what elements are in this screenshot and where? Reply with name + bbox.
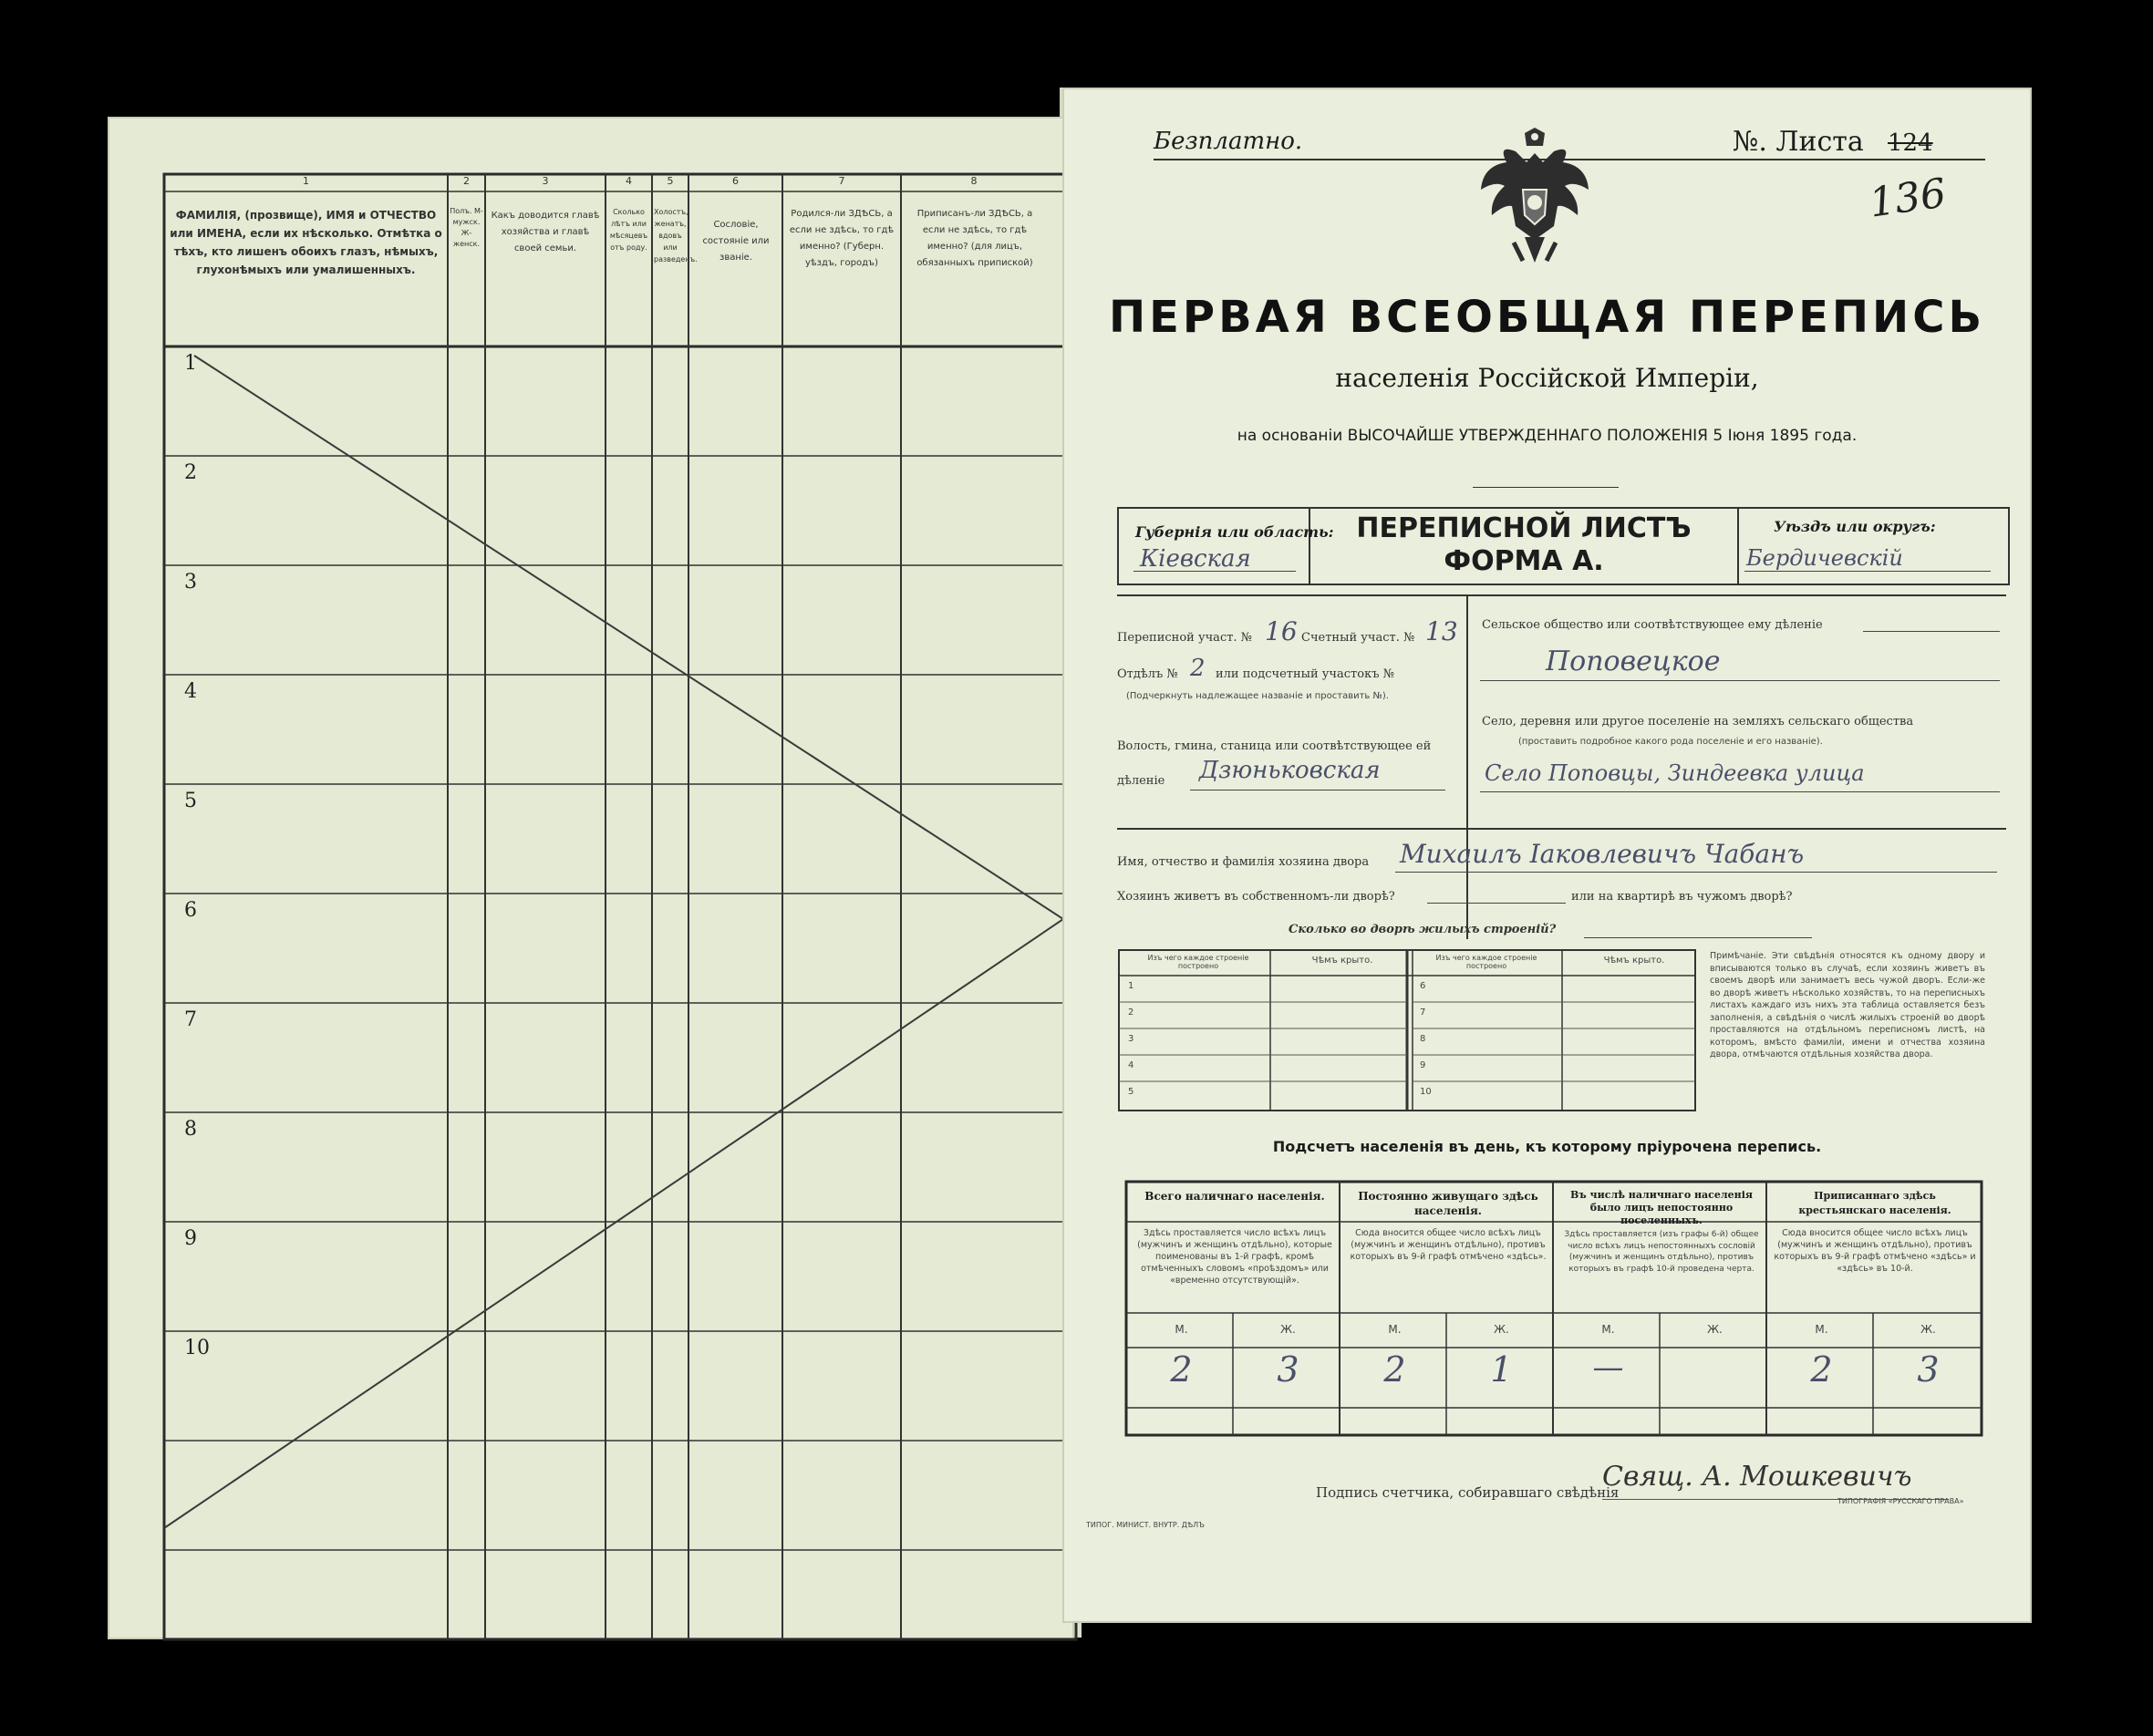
- buildings-underline: [1584, 937, 1812, 938]
- tally-f-label: Ж.: [1280, 1323, 1296, 1336]
- col-number: 8: [970, 175, 978, 187]
- form-title: ПЕРЕПИСНОЙ ЛИСТЪ: [1356, 512, 1692, 544]
- tally-total-f: 3: [1277, 1349, 1299, 1390]
- tally-desc-total: Здѣсь проставляется число всѣхъ лицъ (мужчинъ и женщинъ отдѣльно), которые поименованы въ 1-й графѣ, кромѣ отмѣченныхъ словомъ «проѣздомъ» или «временно отсутствующій».: [1137, 1228, 1332, 1286]
- bt-col1-right: Изъ чего каждое строеніе построено: [1435, 954, 1537, 970]
- row-number: 3: [184, 571, 197, 594]
- tally-head-permanent: Постоянно живущаго здѣсь населенія.: [1358, 1190, 1538, 1217]
- sheet-number-handwritten: 136: [1866, 170, 1950, 227]
- schetny-uchast-label: Счетный участ. №: [1301, 631, 1415, 645]
- selo-underline: [1480, 791, 2000, 792]
- perepis-uchast-label: Переписной участ. №: [1117, 631, 1252, 645]
- col-number: 7: [838, 175, 845, 187]
- row-number: 9: [184, 1227, 197, 1250]
- section-rule: [1117, 594, 2006, 596]
- col-number: 4: [626, 175, 632, 187]
- tally-desc-nonpermanent: Здѣсь проставляется (изъ графы 6-й) общее число всѣхъ лицъ непостоянныхъ сословій (мужчинъ и женщинъ отдѣльно), противъ которыхъ въ графѣ 10-й проведена черта.: [1564, 1230, 1759, 1274]
- tally-head-nonpermanent: Въ числѣ наличнаго населенія было лицъ непостоянно поселенныхъ.: [1569, 1189, 1753, 1226]
- bt-row: 2: [1128, 1008, 1134, 1018]
- printer-right: ТИПОГРАФІЯ «РУССКАГО ПРАВА»: [1837, 1497, 1964, 1505]
- otdel-tail: или подсчетный участокъ №: [1216, 667, 1394, 681]
- uezd-underline: [1744, 571, 1991, 572]
- selo-note: (проставить подробное какого рода поселеніе и его названіе).: [1518, 737, 1823, 747]
- tally-f-label: Ж.: [1920, 1323, 1936, 1336]
- section-rule: [1117, 828, 2006, 830]
- tally-m-label: М.: [1175, 1323, 1188, 1336]
- otdel-value: 2: [1190, 655, 1206, 682]
- sheet-number-struck: 124: [1888, 129, 1933, 157]
- bt-row: 1: [1128, 981, 1134, 991]
- free-label: Безплатно.: [1154, 128, 1303, 155]
- tally-table: [1124, 1180, 1985, 1439]
- bt-row: 7: [1420, 1008, 1426, 1018]
- lives-label: Хозяинъ живетъ въ собственномъ-ли дворѣ?: [1117, 890, 1395, 904]
- tally-permanent-m: 2: [1383, 1349, 1406, 1390]
- row-number: 4: [184, 680, 197, 703]
- buildings-table: [1117, 948, 1755, 1114]
- divider: [1466, 594, 1468, 939]
- volost-label: Волость, гмина, станица или соотвѣтствующее ей дѣленіе: [1117, 739, 1432, 788]
- census-subtitle: населенія Россійской Имперіи,: [1335, 363, 1759, 393]
- census-title: ПЕРВАЯ ВСЕОБЩАЯ ПЕРЕПИСЬ: [1108, 292, 1986, 343]
- bt-row: 10: [1420, 1087, 1432, 1097]
- owner-label: Имя, отчество и фамилія хозяина двора: [1117, 855, 1370, 869]
- tally-desc-permanent: Сюда вносится общее число всѣхъ лицъ (мужчинъ и женщинъ отдѣльно), противъ которыхъ въ 9-й графѣ отмѣчено «здѣсь».: [1350, 1228, 1547, 1262]
- tally-f-label: Ж.: [1707, 1323, 1723, 1336]
- volost-value: Дзюньковская: [1199, 757, 1381, 784]
- uezd-label: Уѣздъ или округъ:: [1774, 518, 1936, 535]
- col-number: 2: [463, 175, 470, 187]
- uezd-value: Бердичевскій: [1746, 545, 1903, 571]
- col-header-relation: Какъ доводится главѣ хозяйства и главѣ своей семьи.: [491, 211, 600, 253]
- owner-value: Михаилъ Іаковлевичъ Чабанъ: [1400, 839, 1805, 869]
- ornament-rule: [1473, 487, 1619, 488]
- gubernia-underline: [1133, 571, 1296, 572]
- selo-label: Село, деревня или другое поселеніе на земляхъ сельскаго общества: [1482, 715, 1914, 728]
- col-number: 1: [303, 175, 309, 187]
- row-number: 10: [184, 1337, 210, 1359]
- signature-value: Свящ. А. Мошкевичъ: [1602, 1461, 1912, 1493]
- tally-f-label: Ж.: [1494, 1323, 1509, 1336]
- row-number: 8: [184, 1118, 197, 1141]
- lives-tail: или на квартирѣ въ чужомъ дворѣ?: [1571, 890, 1793, 904]
- col-header-age: Сколько лѣтъ или мѣсяцевъ отъ роду.: [609, 208, 648, 252]
- form-subtitle: ФОРМА А.: [1444, 545, 1604, 577]
- owner-underline: [1395, 872, 1997, 873]
- tally-nonpermanent-m: —: [1592, 1349, 1624, 1386]
- buildings-note: Примѣчаніе. Эти свѣдѣнія относятся къ одному двору и вписываются только въ случаѣ, если хозяинъ живетъ въ своемъ дворѣ или занимаетъ весь чужой дворъ. Если-же во дворѣ живетъ нѣсколько хозяйствъ, то на переписныхъ листахъ каждаго изъ нихъ эта таблица оставляется безъ заполненія, а свѣдѣнія о числѣ жилыхъ строеній во дворѣ проставляются на отдѣльномъ переписномъ листѣ, на которомъ, вмѣсто фамиліи, имени и отчества хозяина двора, отмѣчаются отдѣльныя хозяйства двора.: [1710, 951, 1985, 1059]
- bt-row: 8: [1420, 1034, 1426, 1044]
- signature-label: Подпись счетчика, собиравшаго свѣдѣнія: [1316, 1484, 1620, 1501]
- col-header-marital: Холостъ, женатъ, вдовъ или разведенъ.: [654, 208, 698, 264]
- row-number: 7: [184, 1008, 197, 1031]
- lives-underline: [1427, 903, 1566, 904]
- col-header-sex: Полъ. М-мужск. Ж-женск.: [450, 207, 483, 248]
- row-number: 1: [184, 352, 197, 375]
- otdel-note: (Подчеркнуть надлежащее названіе и проставить №).: [1126, 691, 1389, 701]
- selsk-underline-2: [1480, 680, 2000, 681]
- col-header-name: ФАМИЛІЯ, (прозвище), ИМЯ и ОТЧЕСТВО или ИМЕНА, если их нѣсколько. Отмѣтка о тѣхъ, кто лишенъ обоихъ глазъ, нѣмыхъ, глухонѣмыхъ или умалишенныхъ.: [170, 209, 442, 276]
- divider: [1737, 507, 1739, 585]
- col-header-registered: Приписанъ-ли ЗДѢСЬ, а если не здѣсь, то гдѣ именно? (для лицъ, обязанныхъ припиской): [916, 209, 1033, 268]
- tally-permanent-f: 1: [1490, 1349, 1513, 1390]
- bt-row: 6: [1420, 981, 1426, 991]
- sheet-label: №. Листа: [1733, 126, 1864, 158]
- eagle-emblem-icon: [1470, 126, 1599, 272]
- schetny-uchast-value: 13: [1425, 616, 1458, 646]
- gubernia-label: Губернія или область:: [1135, 523, 1334, 541]
- selsk-underline-1: [1863, 631, 2000, 632]
- gubernia-value: Кіевская: [1140, 545, 1251, 573]
- selsk-value: Поповецкое: [1546, 646, 1721, 677]
- col-header-estate: Сословіе, состояніе или званіе.: [702, 220, 770, 263]
- left-grid: [108, 117, 1074, 1639]
- col-number: 6: [732, 175, 739, 187]
- tally-title: Подсчетъ населенія въ день, къ которому пріурочена перепись.: [1272, 1138, 1822, 1155]
- right-page: [1062, 88, 2032, 1623]
- otdel-label: Отдѣлъ №: [1117, 667, 1178, 681]
- bt-col1-left: Изъ чего каждое строеніе построено: [1147, 954, 1249, 970]
- tally-registered-m: 2: [1810, 1349, 1833, 1390]
- bt-row: 3: [1128, 1034, 1134, 1044]
- bt-col2-left: Чѣмъ крыто.: [1311, 956, 1373, 966]
- selo-value: Село Поповцы, Зиндеевка улица: [1485, 760, 1865, 786]
- col-header-birthplace: Родился-ли ЗДѢСЬ, а если не здѣсь, то гдѣ именно? (Губерн. уѣздъ, городъ): [789, 209, 895, 268]
- tally-head-registered: Приписаннаго здѣсь крестьянскаго населенія.: [1798, 1190, 1951, 1216]
- buildings-label: Сколько во дворѣ жилыхъ строеній?: [1289, 923, 1557, 936]
- col-number: 5: [667, 175, 674, 187]
- bt-row: 9: [1420, 1060, 1426, 1070]
- tally-total-m: 2: [1170, 1349, 1193, 1390]
- left-page: [108, 117, 1074, 1639]
- bt-col2-right: Чѣмъ крыто.: [1603, 956, 1665, 966]
- col-number: 3: [542, 175, 549, 187]
- census-basis: на основаніи ВЫСОЧАЙШЕ УТВЕРЖДЕННАГО ПОЛОЖЕНІЯ 5 Іюня 1895 года.: [1237, 427, 1858, 445]
- perepis-uchast-value: 16: [1265, 616, 1298, 646]
- tally-registered-f: 3: [1917, 1349, 1940, 1390]
- tally-desc-registered: Сюда вносится общее число всѣхъ лицъ (мужчинъ и женщинъ отдѣльно), противъ которыхъ въ 9-й графѣ отмѣчено «здѣсь» и «здѣсь» въ 10-й.: [1774, 1228, 1976, 1274]
- tally-head-total: Всего наличнаго населенія.: [1144, 1190, 1325, 1203]
- bt-row: 4: [1128, 1060, 1134, 1070]
- bt-row: 5: [1128, 1087, 1134, 1097]
- row-number: 2: [184, 461, 197, 484]
- tally-m-label: М.: [1388, 1323, 1402, 1336]
- row-number: 6: [184, 899, 197, 922]
- row-number: 5: [184, 790, 197, 812]
- selsk-label: Сельское общество или соотвѣтствующее ему дѣленіе: [1482, 618, 1823, 632]
- tally-m-label: М.: [1601, 1323, 1615, 1336]
- tally-m-label: М.: [1815, 1323, 1828, 1336]
- printer-left: ТИПОГ. МИНИСТ. ВНУТР. ДѢЛЪ: [1086, 1521, 1205, 1529]
